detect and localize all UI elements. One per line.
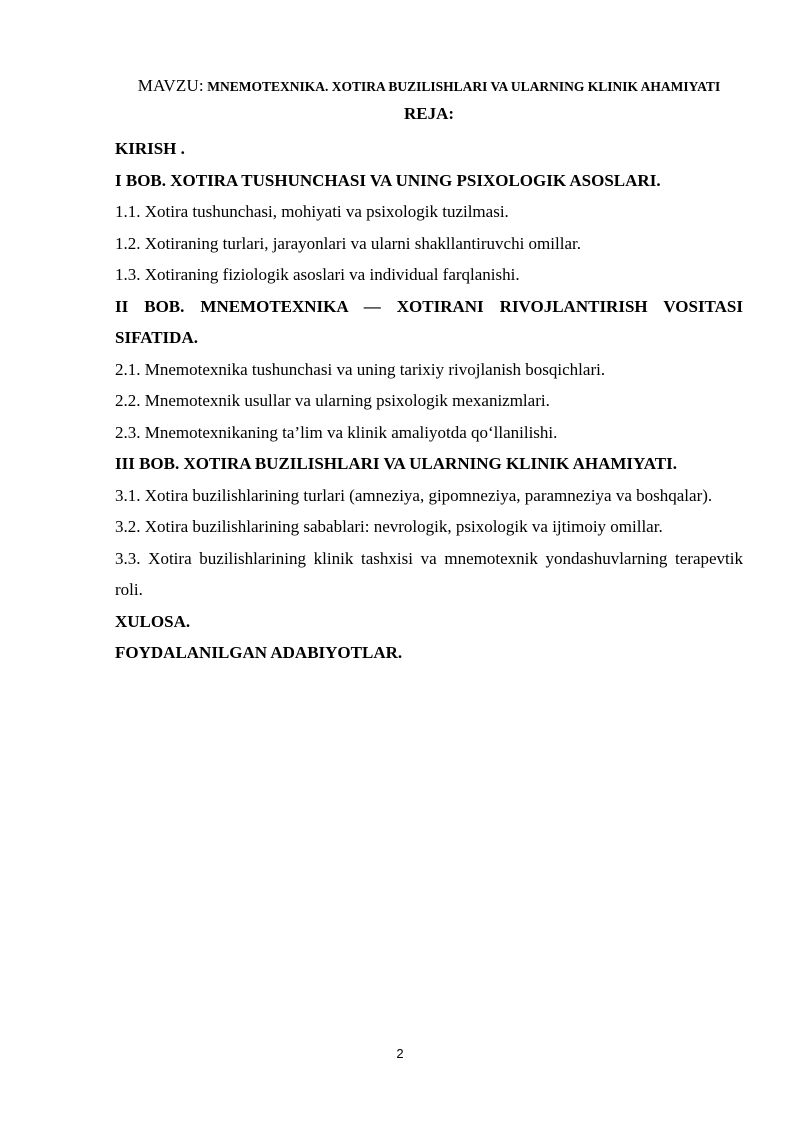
toc-item-1-2: 1.2. Xotiraning turlari, jarayonlari va ularni shakllantiruvchi omillar. bbox=[115, 233, 581, 253]
toc-item-2-2: 2.2. Mnemotexnik usullar va ularning psixologik mexanizmlari. bbox=[115, 391, 550, 410]
document-title bbox=[115, 72, 743, 101]
table-of-contents bbox=[115, 133, 743, 669]
plan-heading: REJA: bbox=[403, 104, 455, 123]
toc-item-2-3: 2.3. Mnemotexnikaning ta’lim va klinik amaliyotda qo‘llanilishi. bbox=[115, 422, 558, 442]
toc-item-chapter-1: I BOB. XOTIRA TUSHUNCHASI VA UNING PSIXOLOGIK ASOSLARI. bbox=[115, 170, 661, 190]
toc-item-1-3: 1.3. Xotiraning fiziologik asoslari va individual farqlanishi. bbox=[115, 265, 520, 284]
title-topic: MNEMOTEXNIKA. XOTIRA BUZILISHLARI VA ULARNING KLINIK AHAMIYATI bbox=[203, 79, 721, 94]
title-lead: MAVZU: bbox=[137, 76, 204, 95]
toc-item-chapter-3: III BOB. XOTIRA BUZILISHLARI VA ULARNING KLINIK AHAMIYATI. bbox=[115, 454, 677, 473]
toc-item-chapter-2: II BOB. MNEMOTEXNIKA — XOTIRANI RIVOJLANTIRISH VOSITASI SIFATIDA. bbox=[115, 296, 743, 347]
toc-item-3-2: 3.2. Xotira buzilishlarining sabablari: nevrologik, psixologik va ijtimoiy omillar. bbox=[115, 517, 663, 536]
toc-item-3-3: 3.3. Xotira buzilishlarining klinik tashxisi va mnemotexnik yondashuvlarning terapevtik roli. bbox=[115, 548, 743, 599]
toc-item-references: FOYDALANILGAN ADABIYOTLAR. bbox=[115, 643, 403, 662]
toc-item-intro: KIRISH . bbox=[115, 139, 185, 158]
toc-item-2-1: 2.1. Mnemotexnika tushunchasi va uning tarixiy rivojlanish bosqichlari. bbox=[115, 359, 606, 379]
toc-item-conclusion: XULOSA. bbox=[115, 611, 191, 631]
document-page bbox=[115, 72, 743, 669]
toc-item-3-1: 3.1. Xotira buzilishlarining turlari (amneziya, gipomneziya, paramneziya va boshqalar). bbox=[115, 485, 713, 505]
page-number: 2 bbox=[396, 1046, 404, 1061]
toc-item-1-1: 1.1. Xotira tushunchasi, mohiyati va psixologik tuzilmasi. bbox=[115, 202, 509, 221]
